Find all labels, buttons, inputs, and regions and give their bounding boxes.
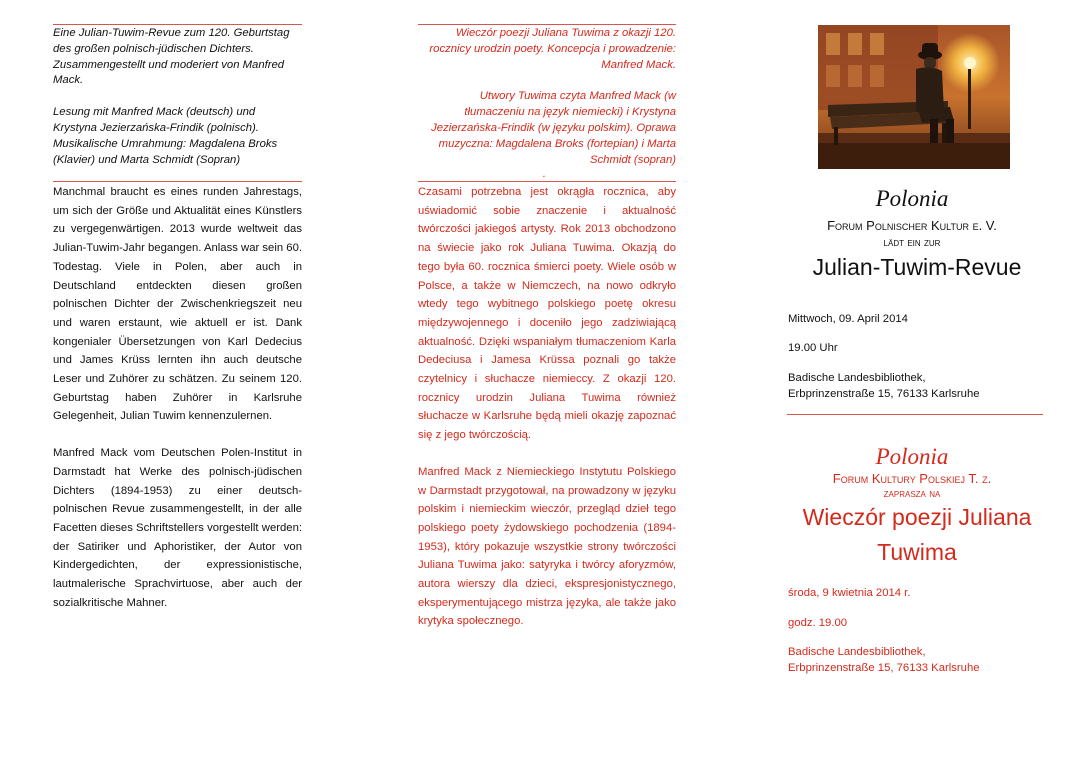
top-rule-middle	[418, 24, 676, 25]
polish-event-date: środa, 9 kwietnia 2014 r.	[788, 587, 911, 599]
polish-org-name: Polonia	[875, 444, 949, 469]
polish-event-title-line2: Tuwima	[877, 539, 957, 565]
german-event-date: Mittwoch, 09. April 2014	[788, 313, 908, 325]
mid-rule-middle	[418, 181, 676, 182]
german-event-time: 19.00 Uhr	[788, 342, 838, 354]
polish-venue	[788, 645, 1038, 677]
polish-event-title-line1: Wieczór poezji Juliana	[802, 504, 1032, 530]
german-invites: lädt ein zur	[883, 235, 941, 249]
polish-invites: zaprasza na	[883, 486, 941, 500]
german-venue-line2: Erbprinzenstraße 15, 76133 Karlsruhe	[788, 387, 980, 400]
top-rule-left	[53, 24, 302, 25]
polish-forum-name: Forum Kultury Polskiej T. z.	[832, 471, 992, 486]
german-body-paragraph: Manchmal braucht es eines runden Jahrestags, um sich der Größe und Aktualität eines Künstlers zu vergegenwärtigen. 2013 wurde weltweit das Julian-Tuwim-Jahr begangen. Anlass war sein 60. Todestag. Viele in Polen, aber auch in Deutschland entdeckten diesen großen polnischen Dichter der Zwischenkriegszeit neu und waren erstaunt, wie aktuell er ist. Dank kongenialer Übersetzungen von Karl Dedecius und James Krüss lernten ihn auch deutsche Leser und Zuhörer zu schätzen. Zu seinem 120. Geburtstag haben Zuhörer in Karlsruhe Gelegenheit, Julian Tuwim kennenzulernen.	[53, 186, 302, 423]
polish-venue-line1: Badische Landesbibliothek,	[788, 646, 926, 658]
german-venue-line1: Badische Landesbibliothek,	[788, 372, 926, 384]
polish-body-paragraph: Manfred Mack z Niemieckiego Instytutu Polskiego w Darmstadt przygotował, na prowadzony w języku polskim i niemieckim wieczór, przegląd dzieł tego polskiego poety żydowskiego pochodzenia (1894-1953), który pokazuje wszystkie strony twórczości Juliana Tuwima jako: satyryka i twórcy aforyzmów, autora wierszy dla dzieci, ekspresjonistycznego, eksperymentującego mistrza języka, ale także jako krytyka społecznego.	[418, 465, 676, 628]
german-intro-performers: Lesung mit Manfred Mack (deutsch) und Krystyna Jezierzańska-Frindik (polnisch). Musikalische Umrahmung: Magdalena Broks (Klavier) und Marta Schmidt (Sopran)	[53, 106, 278, 166]
tuwim-statue-photo	[818, 25, 1010, 169]
polish-event-title	[786, 500, 1048, 570]
german-intro	[53, 26, 302, 168]
polish-intro	[418, 26, 676, 180]
german-org-name: Polonia	[875, 186, 949, 211]
german-body	[53, 183, 302, 612]
cover-divider-rule	[787, 414, 1043, 415]
german-event-title: Julian-Tuwim-Revue	[812, 254, 1022, 280]
polish-event-time: godz. 19.00	[788, 617, 848, 629]
photo-illustration	[818, 25, 1010, 169]
german-intro-text: Eine Julian-Tuwim-Revue zum 120. Geburtstag des großen polnisch-jüdischen Dichters. Zusammengestellt und moderiert von Manfred Mack.	[53, 27, 290, 87]
polish-body	[418, 183, 676, 631]
polish-intro-performers: Utwory Tuwima czyta Manfred Mack (w tłumaczeniu na język niemiecki) i Krystyna Jezierzańska-Frindik (w języku polskim). Oprawa muzyczna: Magdalena Broks (fortepian) i Marta Schmidt (sopran)	[431, 90, 676, 166]
polish-intro-text: Wieczór poezji Juliana Tuwima z okazji 120. rocznicy urodzin poety. Koncepcja i prowadzenie: Manfred Mack.	[429, 27, 676, 71]
german-body-paragraph: Manfred Mack vom Deutschen Polen-Institut in Darmstadt hat Werke des polnisch-jüdischen Dichters (1894-1953) zu einer deutsch-polnischen Revue zusammengestellt, in der alle Facetten dieses Schriftstellers vorgestellt werden: der Satiriker und Aphoristiker, der Autor von Kindergedichten, der expressionistische, lautmalerische Sprachvirtuose, aber auch der sozialkritische Mahner.	[53, 447, 302, 609]
polish-intro-dot: .	[542, 168, 546, 181]
german-venue	[788, 371, 1038, 403]
polish-venue-line2: Erbprinzenstraße 15, 76133 Karlsruhe	[788, 661, 980, 674]
german-forum-name: Forum Polnischer Kultur e. V.	[827, 218, 997, 233]
mid-rule-left	[53, 181, 302, 182]
polish-body-paragraph: Czasami potrzebna jest okrągła rocznica, aby uświadomić sobie znaczenie i aktualność twórczości jakiegoś artysty. Rok 2013 obchodzono na świecie jako rok Juliana Tuwima. Okazją do tego była 60. rocznica śmierci poety. Wiele osób w Polsce, a także w Niemczech, na nowo odkryło wtedy tego wybitnego polskiego poetę okresu międzywojennego i doceniło jego zadziwiającą aktualność. Dzięki wspaniałym tłumaczeniom Karla Dedeciusa i Jamesa Krüssa poznali go także czytelnicy i słuchacze niemieccy. Z okazji 120. rocznicy urodzin Juliana Tuwima również słuchacze w Karlsruhe będą mieli okazję zapoznać się z jego twórczością.	[418, 186, 676, 442]
